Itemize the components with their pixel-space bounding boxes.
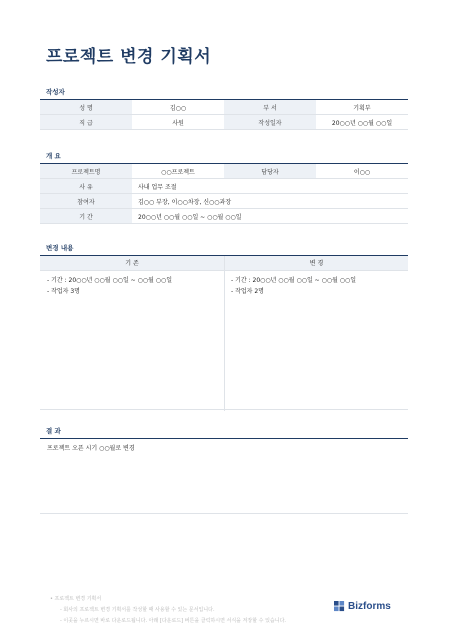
bizforms-logo-icon bbox=[334, 601, 345, 612]
rank-label: 직 급 bbox=[40, 115, 132, 130]
column-divider bbox=[224, 256, 225, 411]
rank-value: 사원 bbox=[132, 115, 224, 130]
author-table bbox=[40, 99, 408, 130]
name-value: 김○○ bbox=[132, 100, 224, 115]
reason-value: 사내 업무 조절 bbox=[132, 179, 408, 194]
result-text: 프로젝트 오픈 시기 ○○월로 변경 bbox=[47, 445, 135, 452]
participants-label: 참여자 bbox=[40, 194, 132, 209]
footer-line: - 회사의 프로젝트 변경 기획서를 작성할 때 사용할 수 있는 문서입니다. bbox=[60, 607, 215, 613]
list-item: - 기간 : 20○○년 ○○월 ○○일 ~ ○○월 ○○일 bbox=[47, 277, 173, 284]
bizforms-logo-text: Bizforms bbox=[348, 601, 391, 612]
list-item: - 작업자 3명 bbox=[47, 288, 80, 295]
changes-section-heading: 변경 내용 bbox=[46, 244, 74, 252]
after-content bbox=[231, 275, 356, 297]
table-row bbox=[40, 194, 408, 209]
table-row bbox=[40, 164, 408, 179]
table-row bbox=[40, 100, 408, 115]
manager-label: 담당자 bbox=[224, 164, 316, 179]
date-label: 작성일자 bbox=[224, 115, 316, 130]
overview-section-heading: 개 요 bbox=[46, 152, 61, 160]
before-header: 기 존 bbox=[40, 256, 224, 271]
result-box bbox=[40, 438, 408, 514]
list-item: - 작업자 2명 bbox=[231, 288, 264, 295]
bizforms-logo bbox=[334, 601, 391, 612]
dept-value: 기획부 bbox=[316, 100, 408, 115]
date-value: 20○○년 ○○월 ○○일 bbox=[316, 115, 408, 130]
dept-label: 부 서 bbox=[224, 100, 316, 115]
before-content bbox=[47, 275, 172, 297]
footer-note bbox=[50, 594, 286, 627]
document-title: 프로젝트 변경 기획서 bbox=[46, 47, 212, 67]
after-header: 변 경 bbox=[225, 256, 408, 271]
participants-value: 김○○ 부장, 이○○차장, 신○○과장 bbox=[132, 194, 408, 209]
result-section-heading: 결 과 bbox=[46, 427, 61, 435]
manager-value: 이○○ bbox=[316, 164, 408, 179]
footer-line: • 프로젝트 변경 기획서 bbox=[50, 596, 102, 602]
period-label: 기 간 bbox=[40, 209, 132, 224]
author-section-heading: 작성자 bbox=[46, 88, 65, 96]
reason-label: 사 유 bbox=[40, 179, 132, 194]
footer-line: - 이곳을 누르시면 바로 다운로드됩니다. 아래 [다운로드] 버튼을 클릭하시면 서식을 저장할 수 있습니다. bbox=[60, 618, 286, 624]
list-item: - 기간 : 20○○년 ○○월 ○○일 ~ ○○월 ○○일 bbox=[231, 277, 357, 284]
changes-table bbox=[40, 255, 408, 410]
table-row bbox=[40, 115, 408, 130]
period-value: 20○○년 ○○월 ○○일 ~ ○○월 ○○일 bbox=[132, 209, 408, 224]
overview-table bbox=[40, 163, 408, 224]
name-label: 성 명 bbox=[40, 100, 132, 115]
table-row bbox=[40, 209, 408, 224]
project-value: ○○프로젝트 bbox=[132, 164, 224, 179]
project-label: 프로젝트명 bbox=[40, 164, 132, 179]
table-row bbox=[40, 179, 408, 194]
